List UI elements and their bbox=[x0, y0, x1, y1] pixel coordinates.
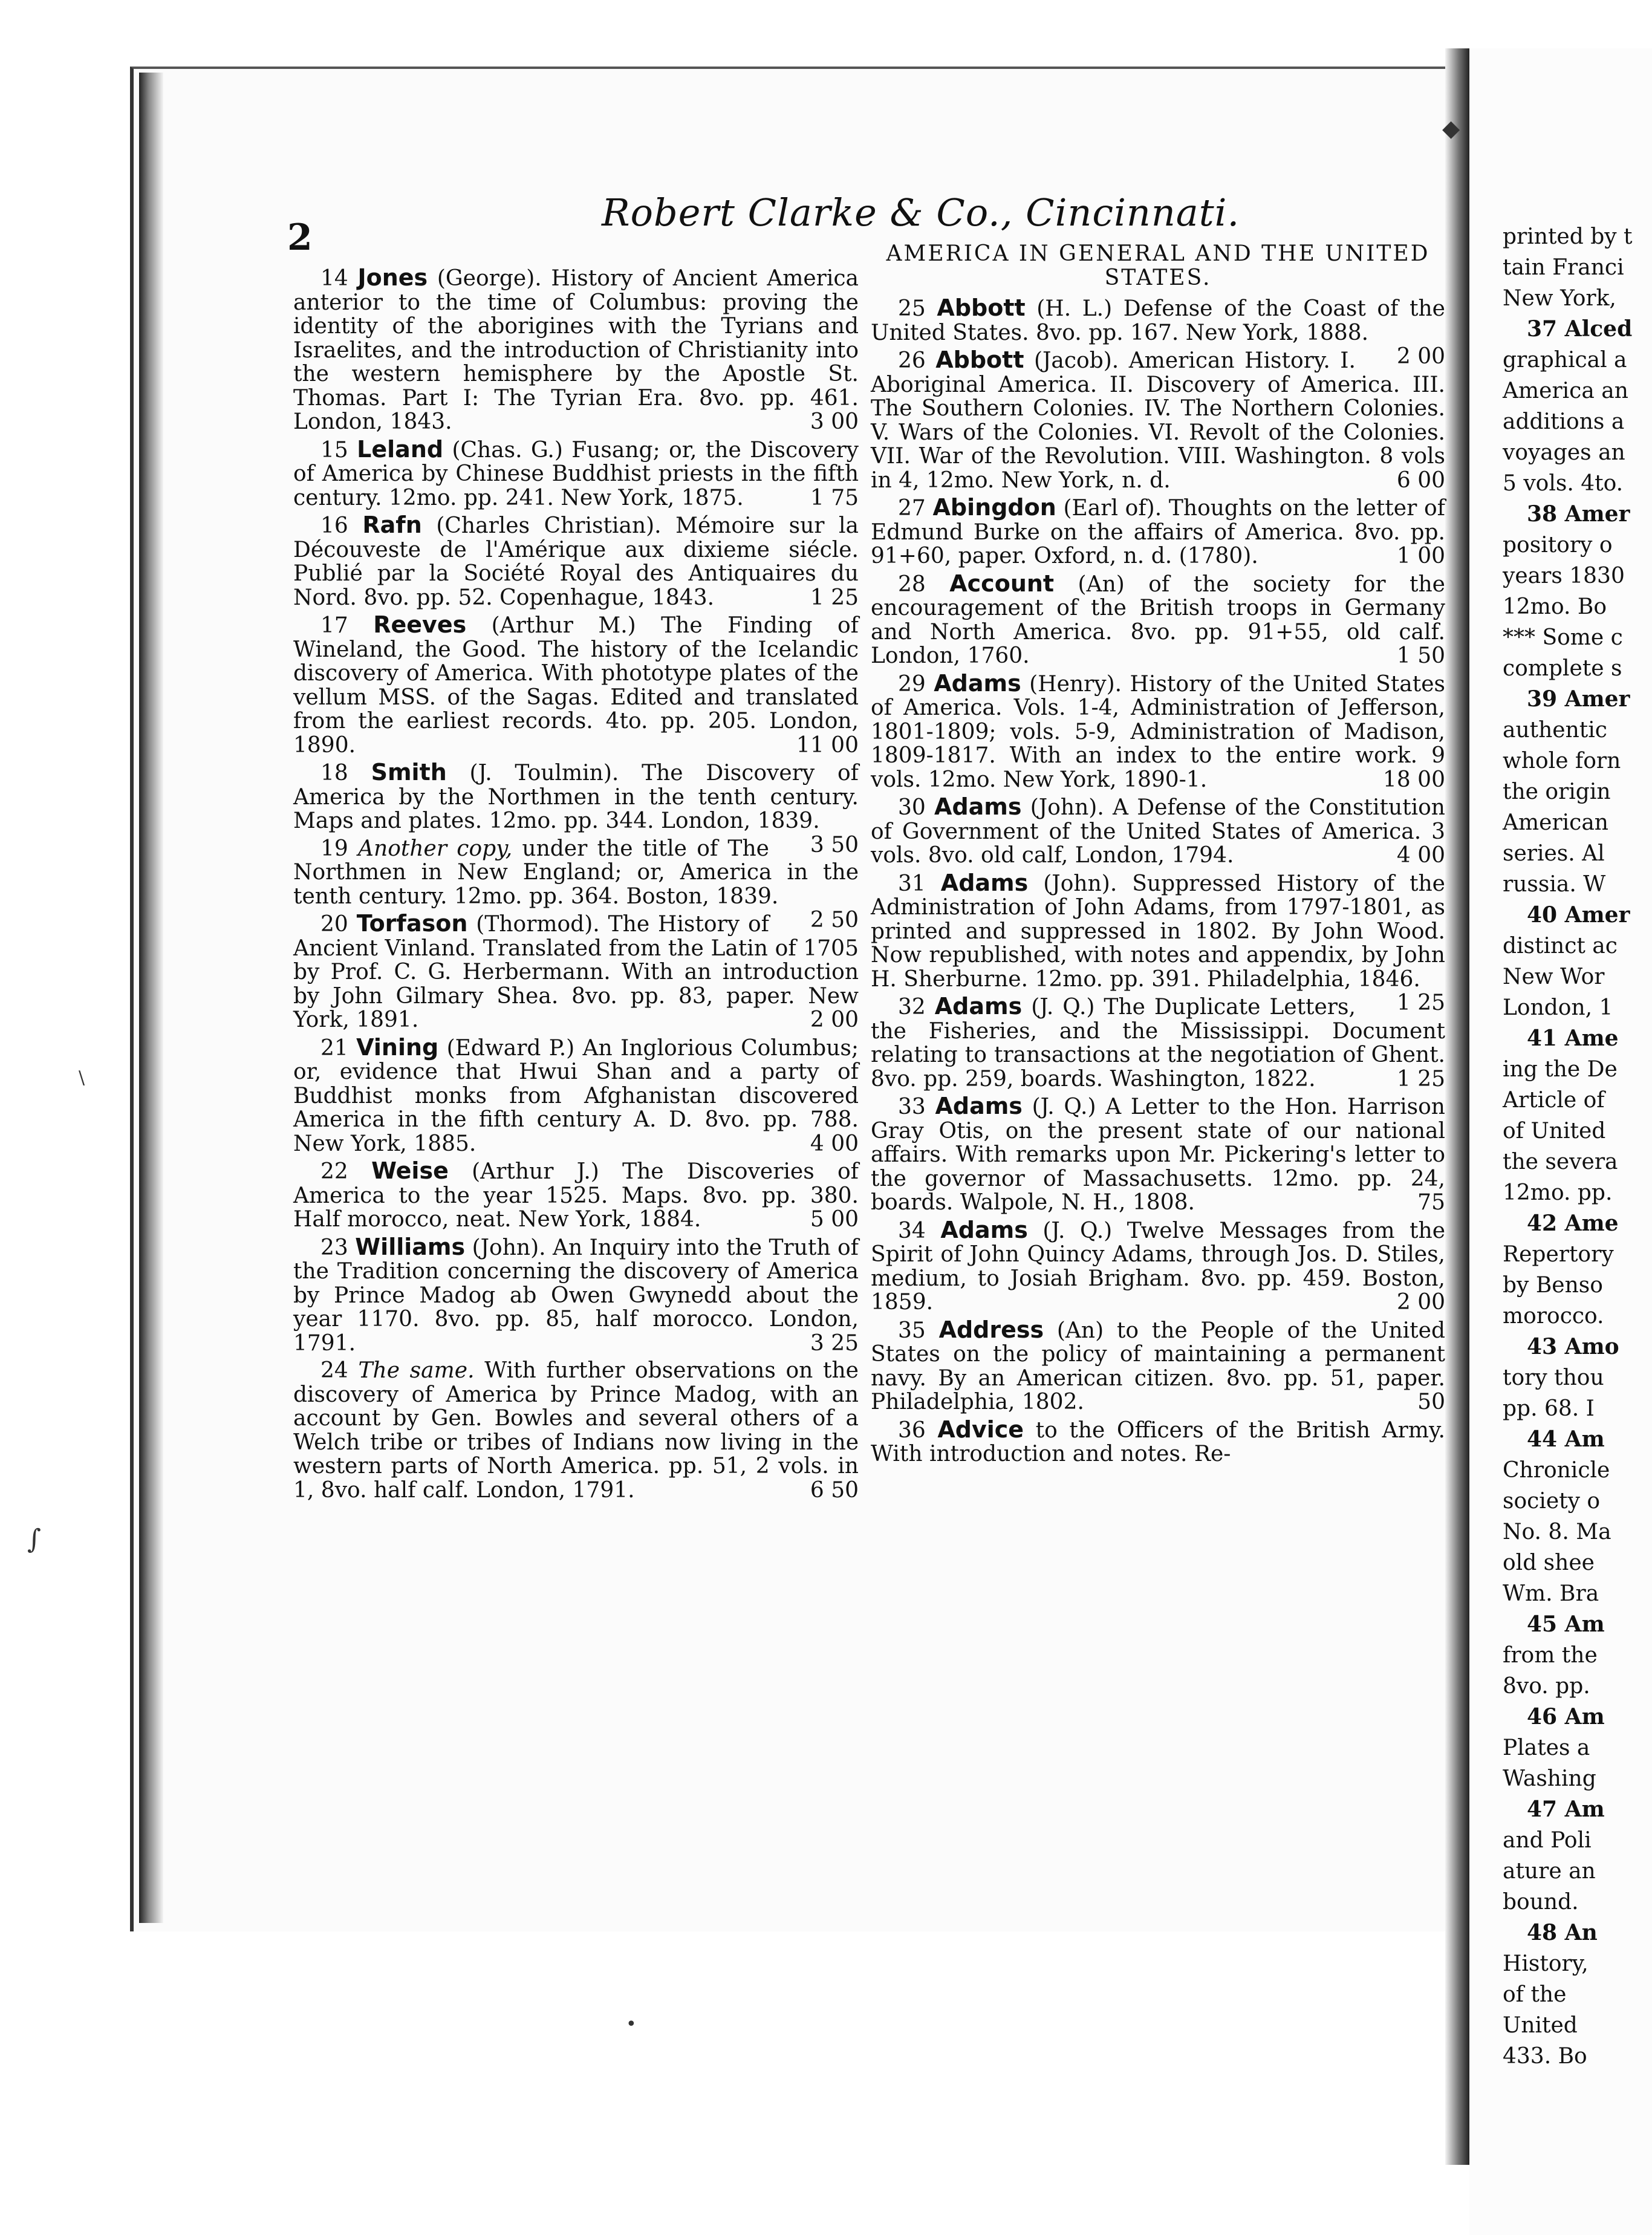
right-fragment-line: Washing bbox=[1503, 1766, 1596, 1791]
right-fragment-line: distinct ac bbox=[1503, 934, 1618, 958]
right-fragment-line: from the bbox=[1503, 1643, 1598, 1668]
right-fragment-line: series. Al bbox=[1503, 841, 1605, 866]
right-fragment-line: 39 Amer bbox=[1527, 686, 1630, 712]
right-fragment-line: New York, bbox=[1503, 286, 1616, 311]
right-fragment-line: 12mo. Bo bbox=[1503, 594, 1607, 619]
entry-description: (Arthur M.) The Finding of Wineland, the Good. The history of the Icelandic discovery of America. With phototype plates of the vellum MSS. of the Sagas. Edited and translated from the earliest records. 4to. pp. 205. London, 1890. bbox=[293, 613, 859, 758]
entry-price: 1 00 bbox=[1382, 544, 1445, 568]
entry-description: (Edward P.) An Inglorious Columbus; or, evidence that Hwui Shan and a party of Buddhist monks from Afghanistan discovered America in the fifth century A. D. 8vo. pp. 788. New York, 1885. bbox=[293, 1035, 859, 1156]
entry-description: (J. Q.) A Letter to the Hon. Harrison Gray Otis, on the present state of our national affairs. With remarks upon Mr. Pickering's letter to the governor of Massachusetts. 12mo. pp. 24, boards. Walpole, N. H., 1808. bbox=[871, 1095, 1445, 1215]
right-fragment-line: 45 Am bbox=[1527, 1612, 1605, 1637]
entry-price: 6 50 bbox=[796, 1477, 859, 1503]
entry-number: 35 bbox=[898, 1318, 939, 1343]
right-fragment-line: America an bbox=[1503, 379, 1628, 403]
right-fragment-line: London, 1 bbox=[1503, 995, 1613, 1020]
catalog-entry bbox=[293, 1033, 859, 1156]
entry-description: (Charles Christian). Mémoire sur la Découveste de l'Amérique aux dixieme siécle. Publié par la Société Royal des Antiquaires du Nord. 8vo. pp. 52. Copenhague, 1843. bbox=[293, 513, 859, 610]
catalog-entry bbox=[293, 266, 859, 434]
margin-mark: \ bbox=[79, 1067, 85, 1088]
entry-description: (J. Toulmin). The Discovery of America by the Northmen in the tenth century. Maps and plates. 12mo. pp. 344. London, 1839. bbox=[293, 761, 859, 833]
entry-price: 1 25 bbox=[1382, 991, 1445, 1015]
right-fragment-line: printed by t bbox=[1503, 224, 1633, 249]
entry-author: Account bbox=[949, 570, 1055, 597]
middle-column bbox=[871, 242, 1445, 1470]
entry-description: With further observations on the discovery of America by Prince Madog, with an account by Gen. Bowles and several others of a Welch tribe or tribes of Indians now living in the western parts of North America. pp. 51, 2 vols. in 1, 8vo. half calf. London, 1791. bbox=[293, 1358, 859, 1503]
right-fragment-line: tain Franci bbox=[1503, 255, 1624, 280]
entry-author: Reeves bbox=[373, 611, 467, 638]
right-fragment-line: 433. Bo bbox=[1503, 2044, 1587, 2069]
catalog-entry bbox=[871, 995, 1445, 1091]
right-fragment-line: and Poli bbox=[1503, 1828, 1592, 1853]
right-fragment-line: 43 Amo bbox=[1527, 1334, 1619, 1359]
catalog-entry bbox=[871, 669, 1445, 792]
right-fragment-line: ing the De bbox=[1503, 1057, 1618, 1082]
entry-number: 23 bbox=[320, 1235, 356, 1260]
entry-number: 34 bbox=[898, 1218, 941, 1243]
entry-description: (Arthur J.) The Discoveries of America to the year 1525. Maps. 8vo. pp. 380. Half morocco, neat. New York, 1884. bbox=[293, 1159, 859, 1232]
entry-price: 1 50 bbox=[1382, 643, 1445, 668]
right-fragment-line: 37 Alced bbox=[1527, 316, 1633, 342]
right-fragment-line: ature an bbox=[1503, 1859, 1596, 1884]
right-fragment-line: Chronicle bbox=[1503, 1458, 1610, 1483]
right-fragment-line: pp. 68. I bbox=[1503, 1396, 1595, 1421]
entry-price: 2 50 bbox=[796, 908, 859, 932]
right-fragment-line: 46 Am bbox=[1527, 1704, 1605, 1729]
right-fragment-line: *** Some c bbox=[1503, 625, 1623, 650]
entry-author: Rafn bbox=[362, 512, 422, 538]
catalog-entry bbox=[871, 348, 1445, 492]
entry-number: 15 bbox=[320, 437, 357, 463]
catalog-entry bbox=[871, 572, 1445, 668]
entry-description: under the title of The Northmen in New England; or, America in the tenth century. 12mo. pp. 364. Boston, 1839. bbox=[293, 836, 859, 909]
entry-author: Advice bbox=[937, 1416, 1024, 1443]
entry-price: 50 bbox=[1403, 1390, 1445, 1414]
right-fragment-line: bound. bbox=[1503, 1890, 1579, 1915]
catalog-entry bbox=[293, 1159, 859, 1232]
entry-number: 28 bbox=[898, 571, 950, 597]
entry-author: Vining bbox=[356, 1033, 439, 1061]
right-fragment-line: 38 Amer bbox=[1527, 501, 1630, 527]
entry-author: Weise bbox=[371, 1157, 449, 1184]
page-dot: • bbox=[626, 2014, 637, 2035]
entry-description: (Thormod). The History of Ancient Vinland. Translated from the Latin of 1705 by Prof. C. G. Herbermann. With an introduction by John Gilmary Shea. 8vo. pp. 83, paper. New York, 1891. bbox=[293, 912, 859, 1032]
entry-price: 2 00 bbox=[1382, 344, 1445, 369]
entry-description: (H. L.) Defense of the Coast of the United States. 8vo. pp. 167. New York, 1888. bbox=[871, 296, 1445, 345]
catalog-entry bbox=[293, 912, 859, 1032]
entry-number: 17 bbox=[320, 613, 374, 638]
entry-italic-note: Another copy, bbox=[358, 836, 513, 861]
catalog-entry bbox=[871, 1318, 1445, 1414]
catalog-entry bbox=[871, 1218, 1445, 1315]
entry-price: 6 00 bbox=[1382, 467, 1445, 493]
entry-author: Abingdon bbox=[932, 494, 1056, 521]
right-fragment-line: morocco. bbox=[1503, 1304, 1604, 1329]
entry-author: Adams bbox=[934, 793, 1022, 820]
right-fragment-line: of United bbox=[1503, 1119, 1606, 1144]
right-fragment-line: russia. W bbox=[1503, 872, 1606, 897]
right-fragment-line: by Benso bbox=[1503, 1273, 1603, 1298]
right-fragment-line: society o bbox=[1503, 1489, 1601, 1514]
right-fragment-line: Article of bbox=[1503, 1088, 1605, 1113]
catalog-entry bbox=[871, 1095, 1445, 1215]
entry-number: 36 bbox=[898, 1417, 938, 1443]
entry-description: (John). A Defense of the Constitution of Government of the United States of America. 3 vols. 8vo. old calf, London, 1794. bbox=[871, 795, 1445, 868]
entry-number: 18 bbox=[320, 761, 371, 786]
right-fragment-line: 5 vols. 4to. bbox=[1503, 471, 1624, 496]
entry-price: 3 00 bbox=[796, 409, 859, 434]
entry-author: Smith bbox=[371, 759, 447, 786]
entry-number: 27 bbox=[898, 496, 933, 521]
entry-author: Adams bbox=[934, 669, 1021, 697]
section-heading: AMERICA IN GENERAL AND THE UNITED STATES. bbox=[886, 241, 1430, 290]
entry-author: Leland bbox=[357, 435, 444, 463]
entry-description: (John). An Inquiry into the Truth of the Tradition concerning the discovery of America by Prince Madog ab Owen Gwynedd about the year 1170. 8vo. pp. 85, half morocco. London, 1791. bbox=[293, 1235, 859, 1356]
entry-author: Adams bbox=[935, 1093, 1023, 1119]
right-fragment-line: 48 An bbox=[1527, 1920, 1598, 1945]
right-fragment-line: Repertory bbox=[1503, 1242, 1614, 1267]
left-column bbox=[293, 266, 859, 1506]
middle-entries bbox=[871, 296, 1445, 1466]
entry-price: 2 00 bbox=[796, 1007, 859, 1032]
entry-price: 18 00 bbox=[1369, 767, 1445, 792]
entry-price: 5 00 bbox=[796, 1207, 859, 1232]
right-fragment-line: 47 Am bbox=[1527, 1797, 1605, 1822]
right-fragment-line: Wm. Bra bbox=[1503, 1581, 1599, 1606]
entry-price: 75 bbox=[1403, 1190, 1445, 1215]
entry-number: 14 bbox=[320, 266, 358, 291]
entry-description: (John). Suppressed History of the Administration of John Adams, from 1797-1801, as printed and suppressed in 1802. By John Wood. Now republished, with notes and appendix, by John H. Sherburne. 12mo. pp. 391. Philadelphia, 1846. bbox=[871, 871, 1445, 992]
entry-number: 22 bbox=[320, 1159, 372, 1184]
right-fragment-line: 41 Ame bbox=[1527, 1026, 1619, 1051]
right-fragment-line: United bbox=[1503, 2013, 1578, 2038]
right-fragment-line: authentic bbox=[1503, 718, 1607, 743]
right-fragment-line: the origin bbox=[1503, 779, 1611, 804]
catalog-entry bbox=[293, 1235, 859, 1356]
entry-number: 25 bbox=[898, 296, 937, 321]
entry-description: (An) of the society for the encouragement of the British troops in Germany and North America. 8vo. pp. 91+55, old calf. London, 1760. bbox=[871, 571, 1445, 668]
right-fragment-line: Plates a bbox=[1503, 1736, 1590, 1760]
entry-price: 3 50 bbox=[796, 832, 859, 857]
entry-number: 32 bbox=[898, 995, 935, 1020]
entry-description: (Earl of). Thoughts on the letter of Edmund Burke on the affairs of America. 8vo. pp. 91+60, paper. Oxford, n. d. (1780). bbox=[871, 496, 1445, 568]
right-fragment-line: No. 8. Ma bbox=[1503, 1520, 1611, 1544]
entry-author: Adams bbox=[940, 869, 1029, 896]
right-fragment-line: whole forn bbox=[1503, 749, 1621, 773]
right-fragment-line: pository o bbox=[1503, 533, 1613, 558]
entry-description: (Chas. G.) Fusang; or, the Discovery of America by Chinese Buddhist priests in the fifth century. 12mo. pp. 241. New York, 1875. bbox=[293, 437, 859, 510]
entry-description: (J. Q.) The Duplicate Letters, the Fisheries, and the Mississippi. Document relating to transactions at the negotiation of Ghent. 8vo. pp. 259, boards. Washington, 1822. bbox=[871, 995, 1445, 1091]
entry-number: 24 bbox=[320, 1358, 359, 1383]
entry-author: Adams bbox=[934, 993, 1023, 1020]
entry-price: 11 00 bbox=[782, 732, 859, 758]
entry-author: Williams bbox=[355, 1233, 466, 1260]
entry-number: 21 bbox=[320, 1035, 357, 1061]
entry-description: (An) to the People of the United States on the policy of maintaining a permanent navy. By an American citizen. 8vo. pp. 51, paper. Philadelphia, 1802. bbox=[871, 1318, 1445, 1414]
entry-number: 19 bbox=[320, 836, 359, 861]
right-fragment-line: graphical a bbox=[1503, 348, 1627, 372]
right-fragment-line: 8vo. pp. bbox=[1503, 1674, 1590, 1699]
right-fragment-line: 44 Am bbox=[1527, 1427, 1605, 1452]
entry-number: 20 bbox=[320, 912, 357, 937]
right-fragment-line: 12mo. pp. bbox=[1503, 1180, 1613, 1205]
entry-price: 1 25 bbox=[796, 585, 859, 610]
right-fragment-line: tory thou bbox=[1503, 1365, 1604, 1390]
entry-author: Abbott bbox=[937, 294, 1026, 321]
right-fragment-line: additions a bbox=[1503, 409, 1625, 434]
page-number: 2 bbox=[287, 216, 313, 259]
entry-description: to the Officers of the British Army. With introduction and notes. Re- bbox=[871, 1417, 1445, 1466]
entry-price: 3 25 bbox=[796, 1330, 859, 1356]
right-fragment-line: History, bbox=[1503, 1951, 1589, 1976]
entry-number: 26 bbox=[898, 348, 936, 373]
entry-description: (Henry). History of the United States of America. Vols. 1-4, Administration of Jefferson, 1801-1809; vols. 5-9, Administration of Madison, 1809-1817. With an index to the entire work. 9 vols. 12mo. New York, 1890-1. bbox=[871, 671, 1445, 792]
catalog-entry bbox=[871, 1418, 1445, 1466]
right-fragment-line: complete s bbox=[1503, 656, 1622, 681]
right-fragment-line: years 1830 bbox=[1503, 564, 1625, 588]
right-fragment-line: old shee bbox=[1503, 1550, 1595, 1575]
margin-mark: ∫ bbox=[27, 1524, 41, 1555]
right-column-fragments bbox=[1503, 225, 1652, 2075]
right-fragment-line: of the bbox=[1503, 1982, 1567, 2007]
book-spine bbox=[1445, 48, 1469, 2165]
catalog-entry bbox=[293, 513, 859, 610]
catalog-entry bbox=[871, 496, 1445, 568]
entry-number: 31 bbox=[898, 871, 941, 896]
entry-description: (J. Q.) Twelve Messages from the Spirit of John Quincy Adams, through Jos. D. Stiles, medium, to Josiah Brigham. 8vo. pp. 459. Boston, 1859. bbox=[871, 1218, 1445, 1315]
right-fragment-line: 42 Ame bbox=[1527, 1211, 1619, 1236]
page-corner-mark: ◆ bbox=[1442, 115, 1460, 142]
entry-price: 1 75 bbox=[796, 485, 859, 510]
entry-author: Torfason bbox=[356, 910, 468, 937]
right-fragment-line: American bbox=[1503, 810, 1608, 835]
right-fragment-line: the severa bbox=[1503, 1150, 1618, 1174]
catalog-entry bbox=[293, 613, 859, 757]
entry-author: Jones bbox=[357, 264, 428, 291]
entry-description: (George). History of Ancient America anterior to the time of Columbus: proving the identity of the aborigines with the Tyrians and Israelites, and the introduction of Christianity into the western hemisphere by the Apostle St. Thomas. Part I: The Tyrian Era. 8vo. pp. 461. London, 1843. bbox=[293, 266, 859, 434]
entry-author: Address bbox=[938, 1316, 1044, 1343]
page-gutter-shadow bbox=[139, 73, 163, 1923]
entry-price: 4 00 bbox=[1382, 843, 1445, 868]
entry-price: 4 00 bbox=[796, 1131, 859, 1156]
right-fragment-line: 40 Amer bbox=[1527, 902, 1630, 928]
catalog-entry bbox=[293, 435, 859, 510]
running-head: Robert Clarke & Co., Cincinnati. bbox=[602, 190, 1240, 235]
entry-number: 30 bbox=[898, 795, 935, 820]
entry-italic-note: The same. bbox=[358, 1358, 475, 1383]
entry-author: Abbott bbox=[935, 346, 1024, 373]
right-fragment-line: New Wor bbox=[1503, 965, 1605, 989]
entry-author: Adams bbox=[940, 1216, 1028, 1243]
entry-number: 29 bbox=[898, 671, 934, 697]
entry-price: 2 00 bbox=[1382, 1290, 1445, 1315]
catalog-entry bbox=[871, 795, 1445, 868]
entry-number: 33 bbox=[898, 1095, 935, 1119]
catalog-entry bbox=[293, 1359, 859, 1502]
right-fragment-line: voyages an bbox=[1503, 440, 1625, 465]
entry-number: 16 bbox=[320, 513, 363, 538]
entry-description: (Jacob). American History. I. Aboriginal America. II. Discovery of America. III. The Southern Colonies. IV. The Northern Colonies. V. Wars of the Colonies. VI. Revolt of the Colonies. VII. War of the Revolution. VIII. Washington. 8 vols in 4, 12mo. New York, n. d. bbox=[871, 348, 1445, 493]
entry-price: 1 25 bbox=[1382, 1066, 1445, 1091]
